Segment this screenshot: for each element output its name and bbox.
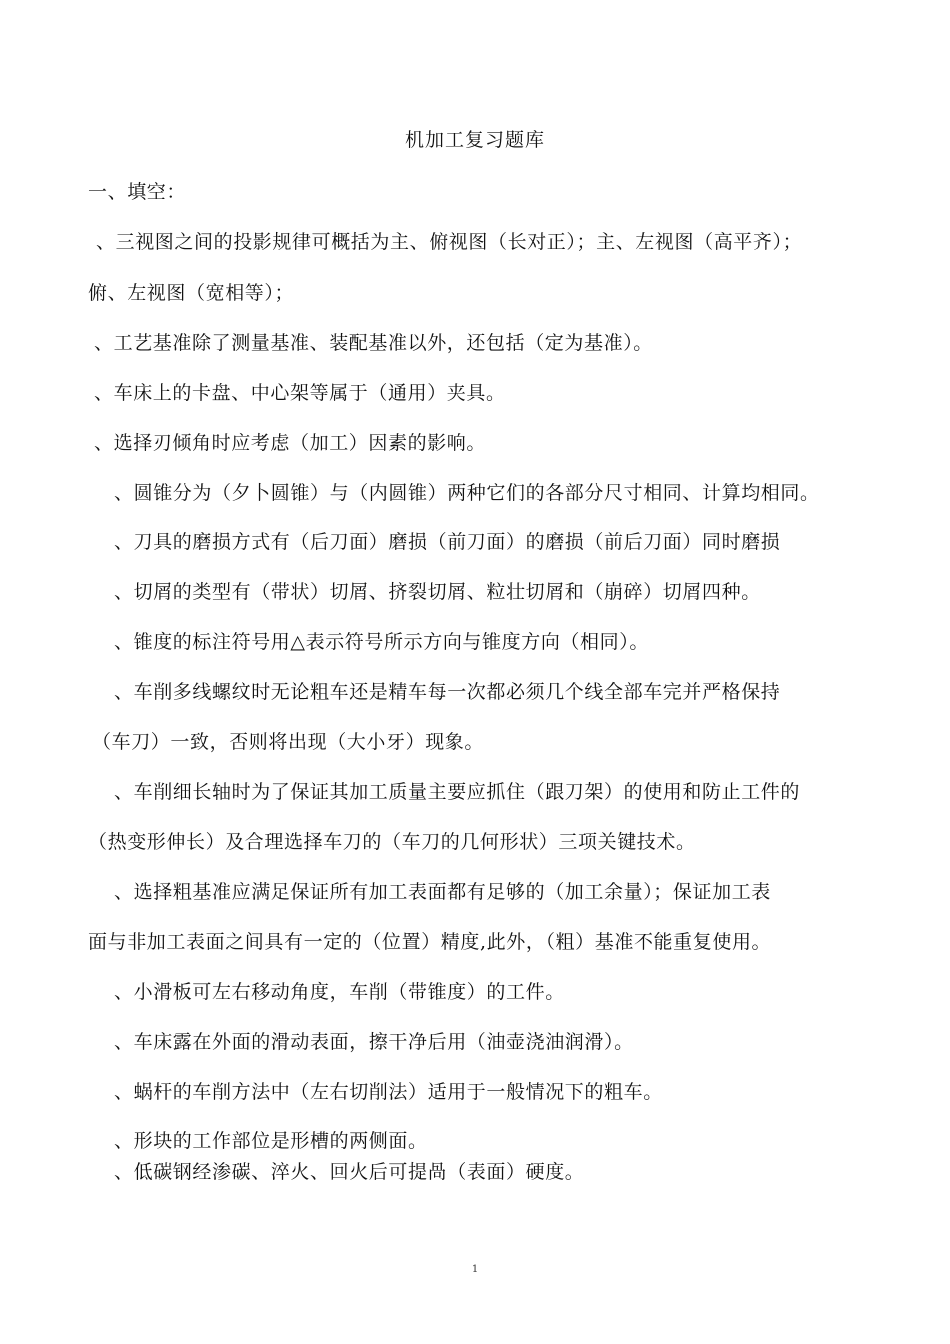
text-line: （车刀）一致，否则将出现（大小牙）现象。 xyxy=(92,731,485,753)
text-line: 、锥度的标注符号用△表示符号所示方向与锥度方向（相同）。 xyxy=(114,631,649,653)
text-line: 、选择刃倾角时应考虑（加工）因素的影响。 xyxy=(94,432,487,454)
text-line: （热变形伸长）及合理选择车刀的（车刀的几何形状）三项关键技术。 xyxy=(88,831,696,853)
text-line: 面与非加工表面之间具有一定的（位置）精度,此外，（粗）基准不能重复使用。 xyxy=(88,931,772,953)
text-line: 、车床露在外面的滑动表面，擦干净后用（油壶浇油润滑）。 xyxy=(114,1031,634,1053)
text-line: 、车削细长轴时为了保证其加工质量主要应抓住（跟刀架）的使用和防止工件的 xyxy=(114,781,801,803)
text-line: 、刀具的磨损方式有（后刀面）磨损（前刀面）的磨损（前后刀面）同时磨损 xyxy=(114,531,781,553)
text-line: 、选择粗基准应满足保证所有加工表面都有足够的（加工余量）；保证加工表 xyxy=(114,881,771,903)
text-line: 、圆锥分为（夕卜圆锥）与（内圆锥）两种它们的各部分尺寸相同、计算均相同。 xyxy=(114,482,820,504)
document-title: 机加工复习题库 xyxy=(404,129,545,151)
text-line: 、三视图之间的投影规律可概括为主、俯视图（长对正）；主、左视图（高平齐）； xyxy=(96,231,803,253)
text-line: 、蜗杆的车削方法中（左右切削法）适用于一般情况下的粗车。 xyxy=(114,1081,663,1103)
text-line: 、车削多线螺纹时无论粗车还是精车每一次都必须几个线全部车完并严格保持 xyxy=(114,681,781,703)
text-line: 、切屑的类型有（带状）切屑、挤裂切屑、粒壮切屑和（崩碎）切屑四种。 xyxy=(114,581,761,603)
text-line: 俯、左视图（宽相等）； xyxy=(88,282,295,304)
section-heading: 一、填空： xyxy=(88,181,187,203)
text-line: 、低碳钢经渗碳、淬火、回火后可提咼（表面）硬度。 xyxy=(114,1161,585,1183)
text-line: 、工艺基准除了测量基准、装配基准以外，还包括（定为基准）。 xyxy=(94,332,653,354)
text-line: 、小滑板可左右移动角度，车削（带锥度）的工件。 xyxy=(114,981,565,1003)
page-number: 1 xyxy=(471,1264,479,1275)
text-line: 、形块的工作部位是形槽的两侧面。 xyxy=(114,1130,428,1152)
text-line: 、车床上的卡盘、中心架等属于（通用）夹具。 xyxy=(94,382,506,404)
